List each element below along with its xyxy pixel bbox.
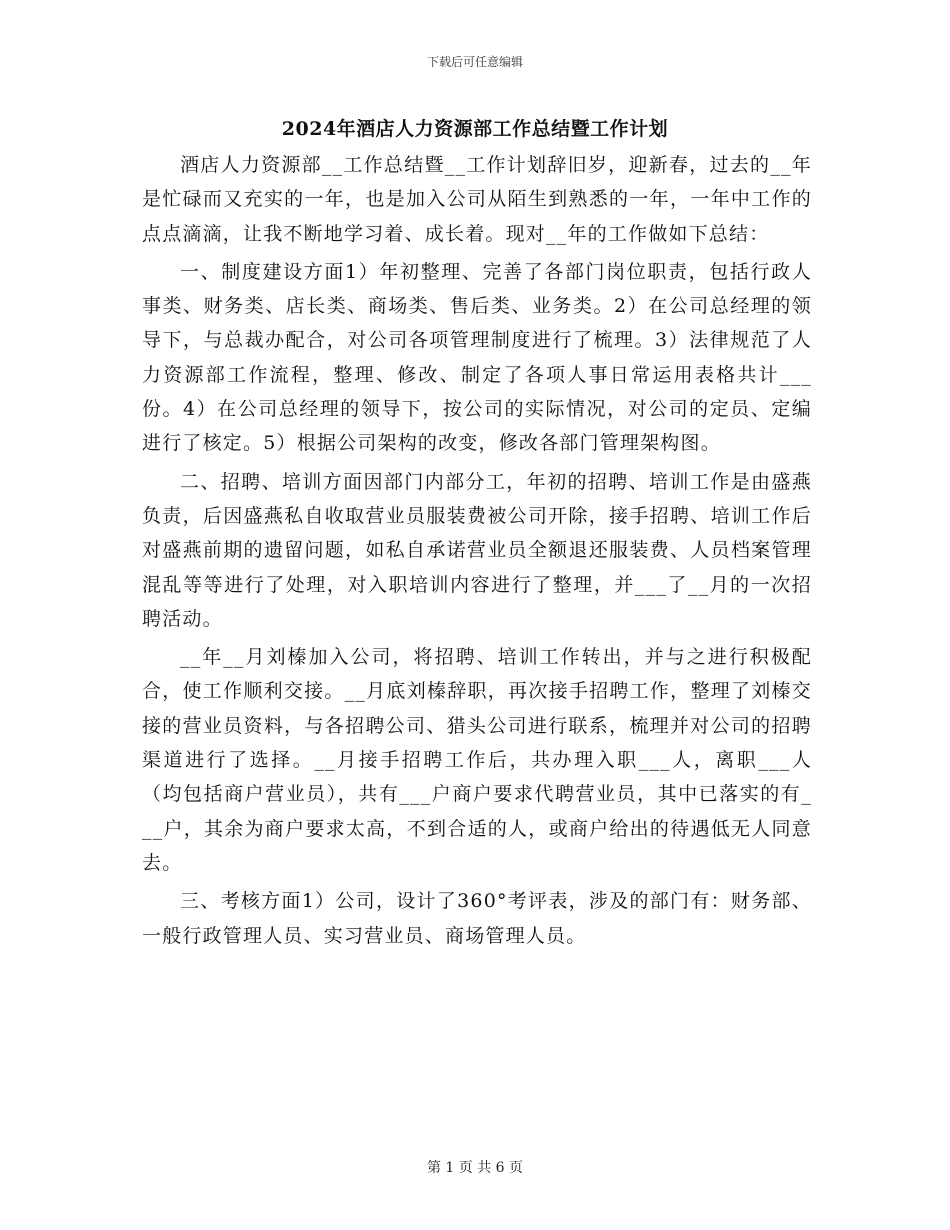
paragraph-recruitment-training: 二、招聘、培训方面因部门内部分工，年初的招聘、培训工作是由盛燕负责，后因盛燕私自收取营业员服装费被公司开除，接手招聘、培训工作后对盛燕前期的遗留问题，如私自承诺营业员全额退还服装费、人员档案管理混乱等等进行了处理，对入职培训内容进行了整理，并___了__月的一次招聘活动。 [142, 470, 812, 630]
page-number: 第 1 页 共 6 页 [426, 1160, 524, 1176]
paragraph-intro: 酒店人力资源部__工作总结暨__工作计划辞旧岁，迎新春，过去的__年是忙碌而又充实的一年，也是加入公司从陌生到熟悉的一年，一年中工作的点点滴滴，让我不断地学习着、成长着。现对__年的工作做如下总结： [142, 154, 812, 245]
document-body [142, 148, 812, 957]
paragraph-assessment: 三、考核方面1）公司，设计了360°考评表，涉及的部门有：财务部、一般行政管理人员、实习营业员、商场管理人员。 [142, 890, 812, 947]
header-note: 下载后可任意编辑 [426, 55, 523, 69]
paragraph-recruitment-handover: __年__月刘榛加入公司，将招聘、培训工作转出，并与之进行积极配合，使工作顺利交接。__月底刘榛辞职，再次接手招聘工作，整理了刘榛交接的营业员资料，与各招聘公司、猎头公司进行联系，梳理并对公司的招聘渠道进行了选择。__月接手招聘工作后，共办理入职___人，离职___人（均包括商户营业员），共有___户商户要求代聘营业员，其中已落实的有___户，其余为商户要求太高，不到合适的人，或商户给出的待遇低无人同意去。 [142, 646, 812, 874]
paragraph-system-building: 一、制度建设方面1）年初整理、完善了各部门岗位职责，包括行政人事类、财务类、店长类、商场类、售后类、业务类。2）在公司总经理的领导下，与总裁办配合，对公司各项管理制度进行了梳理。3）法律规范了人力资源部工作流程，整理、修改、制定了各项人事日常运用表格共计___份。4）在公司总经理的领导下，按公司的实际情况，对公司的定员、定编进行了核定。5）根据公司架构的改变，修改各部门管理架构图。 [142, 260, 812, 455]
document-title: 2024年酒店人力资源部工作总结暨工作计划 [281, 118, 669, 140]
